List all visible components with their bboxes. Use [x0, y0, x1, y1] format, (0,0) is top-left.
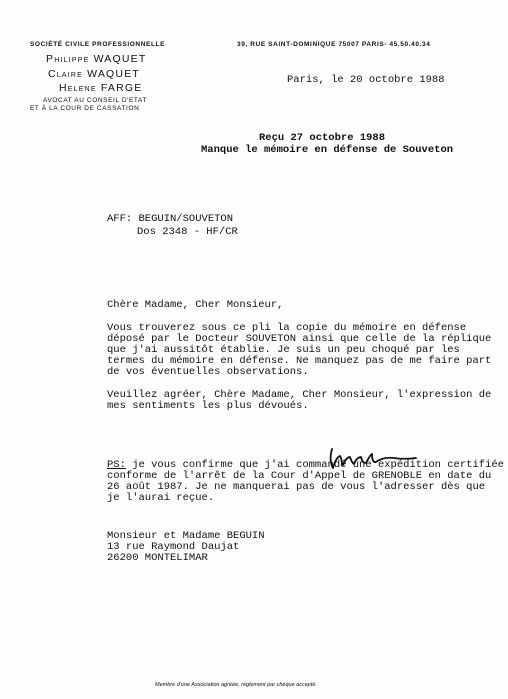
dossier-number: Dos 2348 - HF/CR	[137, 226, 238, 238]
salutation: Chère Madame, Cher Monsieur,	[107, 299, 284, 311]
body-line: que j'ai aussitôt établie. Je suis un peu choqué par les	[107, 344, 460, 356]
recipient-street: 13 rue Raymond Daujat	[107, 541, 240, 553]
recipient-name: Monsieur et Madame BEGUIN	[107, 530, 265, 542]
partner-name: Philippe WAQUET	[46, 53, 147, 65]
postscript-label: PS:	[107, 459, 126, 471]
footer-note: Membre d'une Association agréée, règlement par chèque accepté.	[155, 682, 317, 688]
partner-name: Claire WAQUET	[48, 68, 141, 80]
postscript-line: je l'aurai reçue.	[107, 492, 215, 504]
closing-line: Veuillez agréer, Chère Madame, Cher Monsieur, l'expression de	[107, 389, 492, 401]
received-note: Manque le mémoire en défense de Souveton	[201, 144, 454, 156]
partner-name: Helene FARGE	[59, 82, 143, 94]
case-reference: AFF: BEGUIN/SOUVETON	[107, 213, 234, 225]
letter-date: Paris, le 20 octobre 1988	[287, 74, 445, 86]
recipient-city: 26200 MONTELIMAR	[107, 552, 208, 564]
firm-title: ET À LA COUR DE CASSATION	[30, 105, 140, 112]
body-line: déposé par le Docteur SOUVETON ainsi que celle de la réplique	[107, 333, 492, 345]
postscript-line: 26 août 1987. Je ne manquerai pas de vous l'adresser dès que	[107, 481, 486, 493]
body-line: termes du mémoire en défense. Ne manquez pas de me faire part	[107, 355, 492, 367]
body-line: de vos éventuelles observations.	[107, 366, 309, 378]
firm-name: SOCIÉTÉ CIVILE PROFESSIONNELLE	[30, 41, 166, 48]
firm-title: AVOCAT AU CONSEIL D'ETAT	[43, 97, 148, 104]
firm-address: 39, RUE SAINT-DOMINIQUE 75007 PARIS- 45.50.40.34	[237, 41, 431, 48]
received-stamp: Reçu 27 octobre 1988	[259, 132, 386, 144]
body-line: Vous trouverez sous ce pli la copie du mémoire en défense	[107, 322, 467, 334]
closing-line: mes sentiments les plus dévoués.	[107, 400, 309, 412]
postscript-line: conforme de l'arrêt de la Cour d'Appel de GRENOBLE en date du	[107, 470, 492, 482]
postscript-text: je vous confirme que j'ai commandé une expédition certifiée	[125, 459, 504, 471]
